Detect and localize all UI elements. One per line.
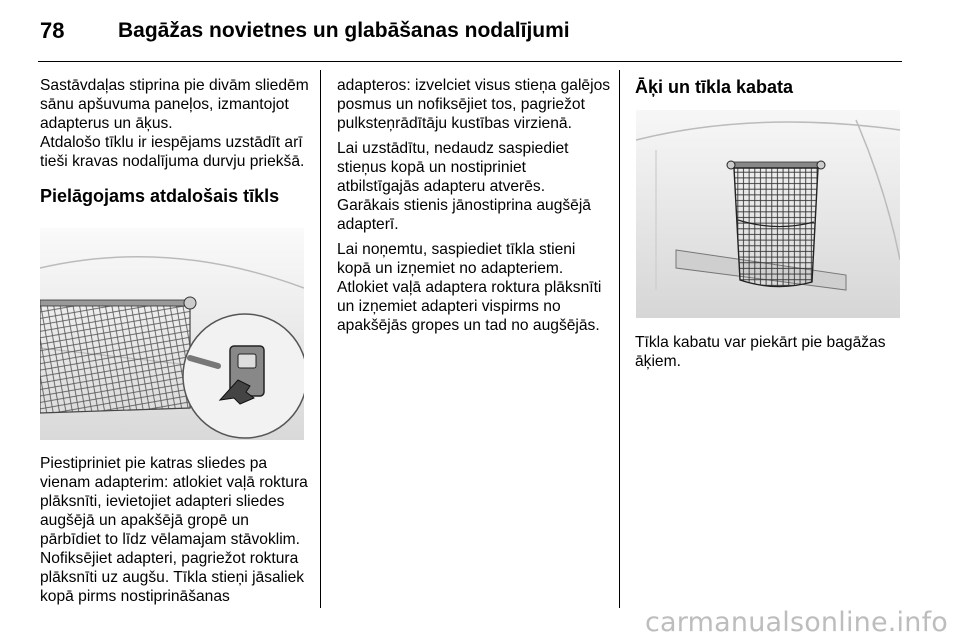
net-pocket-figure (636, 110, 900, 318)
intro-paragraph: Sastāvdaļas stiprina pie divām sliedēm sānu apšuvuma paneļos, izmantojot adapterus un āķus. (40, 77, 309, 132)
column-divider-2 (619, 70, 620, 608)
install-instructions: Lai uzstādītu, nedaudz saspiediet stieņus kopā un nostipriniet atbilstīgajās adapteru atverēs. Garākais stienis jānostiprina augšējā adapterī. (337, 140, 591, 233)
net-adapter-figure (40, 228, 304, 440)
column-2 (337, 76, 611, 341)
net-adapter-illustration (40, 228, 304, 440)
adapter-instructions: Piestipriniet pie katras sliedes pa vienam adapterim: atlokiet vaļā roktura plāksnīti, ievietojiet adapteri sliedes augšējā un apakšējā gropē un pārbīdiet to līdz vēlamajam stāvoklim. Nofiksējiet adapteri, pagriežot roktura plāksnīti uz augšu. Tīkla stieņi jāsaliek kopā pirms nostiprināšanas (40, 455, 308, 605)
net-pocket-text: Tīkla kabatu var piekārt pie bagāžas āķiem. (635, 334, 886, 370)
intro-paragraph-2: Atdalošo tīklu ir iespējams uzstādīt arī tieši kravas nodalījuma durvju priekšā. (40, 134, 305, 170)
page-title: Bagāžas novietnes un glabāšanas nodalījumi (118, 19, 570, 42)
column-1-body (40, 454, 312, 606)
instructions-continued: adapteros: izvelciet visus stieņa galējos posmus un nofiksējiet tos, pagriežot pulksteņrādītāju kustības virzienā. (337, 77, 611, 132)
section-heading-hooks-net-pocket: Āķi un tīkla kabata (635, 77, 794, 97)
section-heading-adjustable-net: Pielāgojams atdalošais tīkls (40, 186, 280, 206)
header-rule (38, 61, 902, 62)
remove-instructions: Lai noņemtu, saspiediet tīkla stieni kopā un izņemiet no adapteriem. Atlokiet vaļā adaptera roktura plāksnīti un izņemiet adapteri vispirms no apakšējās gropes un tad no augšējās. (337, 241, 602, 334)
column-divider-1 (320, 70, 321, 608)
column-3-body (635, 333, 905, 371)
page-number: 78 (40, 18, 65, 43)
net-pocket-illustration (636, 110, 900, 318)
watermark: carmanualsonline.info (645, 607, 948, 638)
column-1 (40, 76, 312, 207)
column-3 (635, 76, 905, 98)
